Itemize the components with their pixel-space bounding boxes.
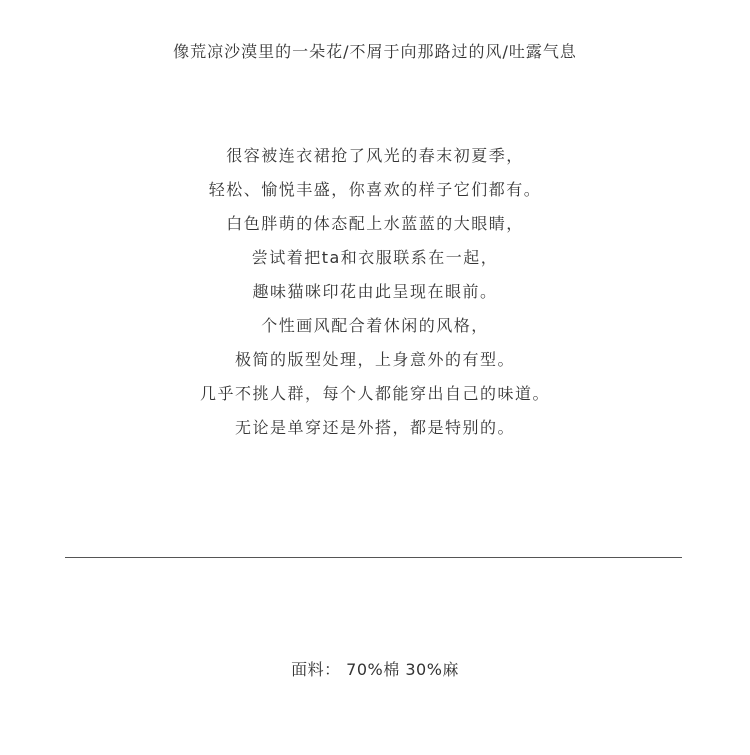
- description-line: 尝试着把ta和衣服联系在一起，: [251, 248, 499, 267]
- description-line: 很容被连衣裙抢了风光的春末初夏季，: [226, 146, 524, 165]
- description-line: 轻松、愉悦丰盛，你喜欢的样子它们都有。: [208, 180, 542, 199]
- description-line: 个性画风配合着休闲的风格，: [261, 316, 489, 335]
- description-line: 白色胖萌的体态配上水蓝蓝的大眼睛，: [226, 214, 524, 233]
- fabric-composition: 面料： 70%棉 30%麻: [291, 660, 459, 679]
- divider: [65, 557, 682, 558]
- description-line: 极简的版型处理，上身意外的有型。: [234, 350, 515, 369]
- description-line: 几乎不挑人群，每个人都能穿出自己的味道。: [199, 384, 550, 403]
- tagline: 像荒凉沙漠里的一朵花/不屑于向那路过的风/吐露气息: [173, 42, 577, 61]
- description-line: 无论是单穿还是外搭，都是特别的。: [234, 418, 515, 437]
- description-lines: [0, 145, 750, 451]
- description-line: 趣味猫咪印花由此呈现在眼前。: [252, 282, 498, 301]
